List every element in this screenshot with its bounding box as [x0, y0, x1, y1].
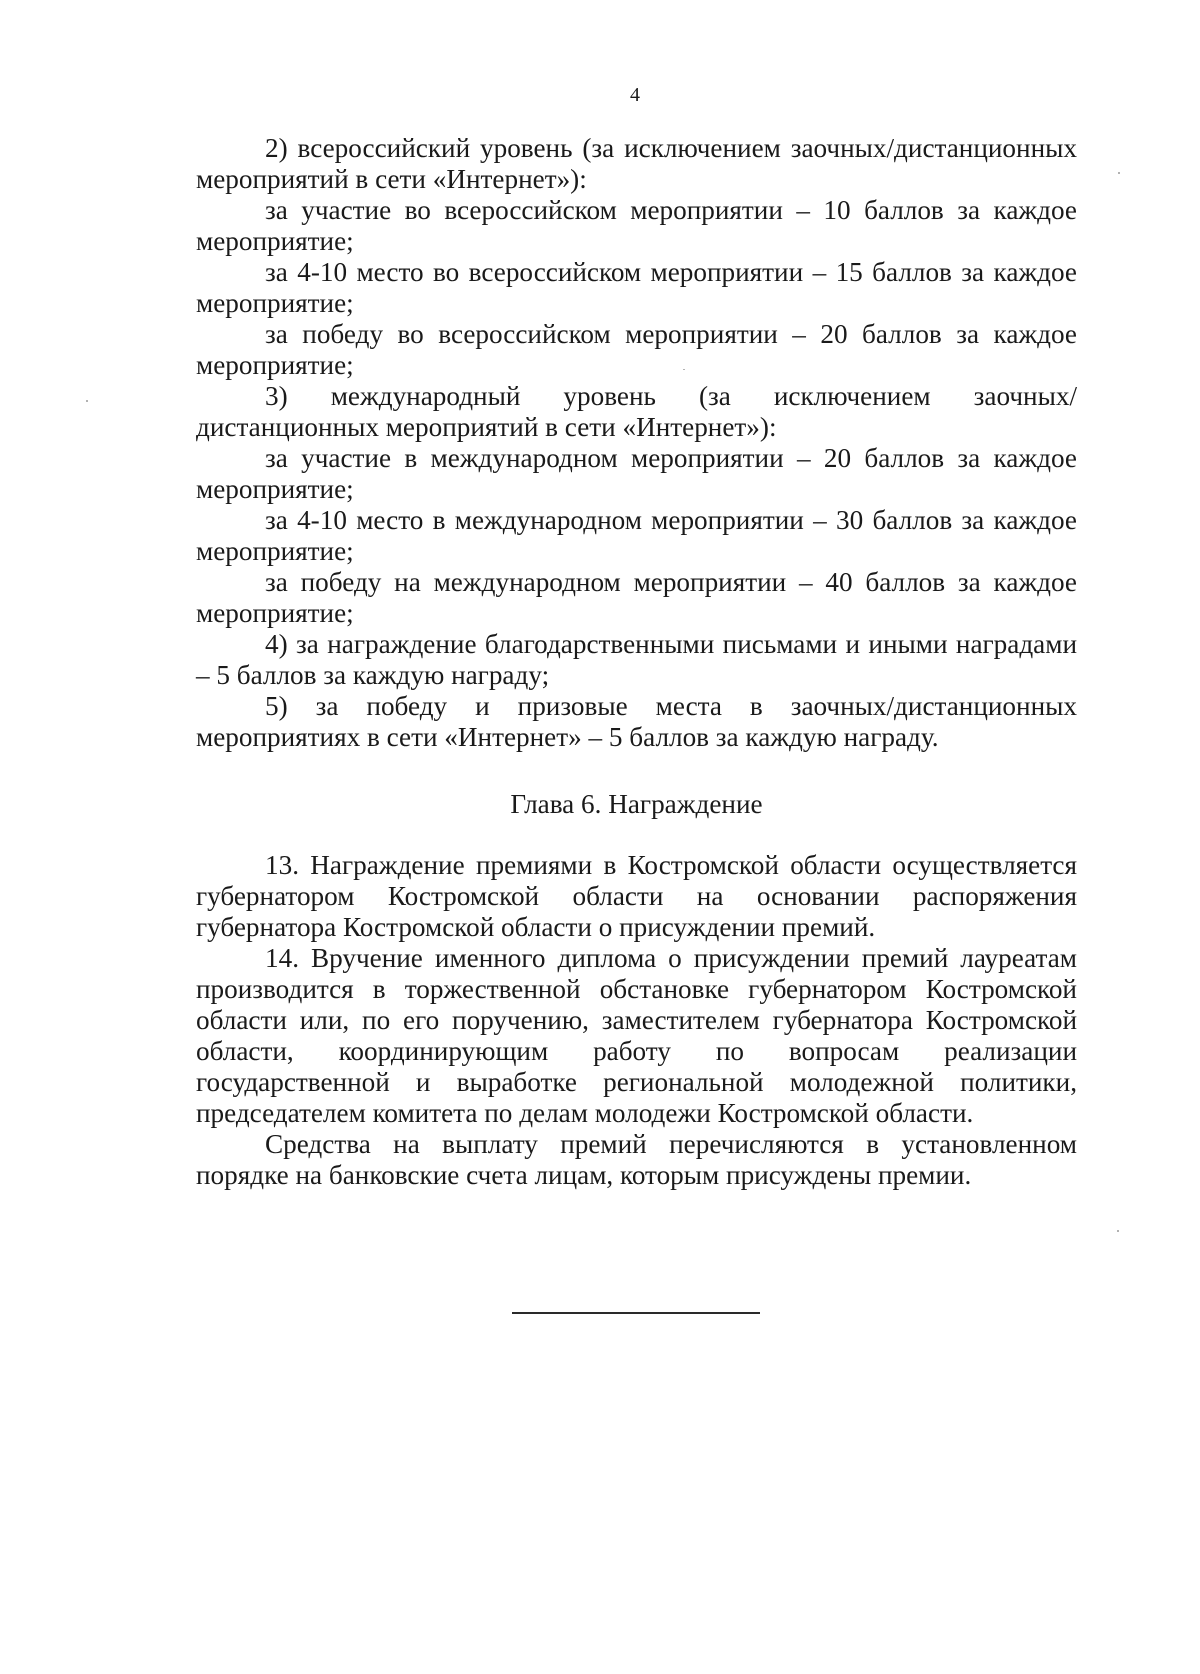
paragraph-all-russian-participation: за участие во всероссийском мероприятии – 10 баллов за каждое мероприятие;: [196, 195, 1077, 256]
paragraph-international-4-10-place: за 4-10 место в международном мероприятии – 30 баллов за каждое мероприятие;: [196, 505, 1077, 566]
paragraph-13: 13. Награждение премиями в Костромской области осуществляется губернатором Костромской области на основании распоряжения губернатора Костромской области о присуждении премий.: [196, 850, 1077, 942]
scan-speck: [1117, 1230, 1119, 1232]
paragraph-international-victory: за победу на международном мероприятии – 40 баллов за каждое мероприятие;: [196, 567, 1077, 628]
paragraph-item-5: 5) за победу и призовые места в заочных/дистанционных мероприятиях в сети «Интернет» – 5 баллов за каждую награду.: [196, 691, 1077, 752]
criteria-list: [196, 133, 1077, 753]
scan-speck: [1118, 172, 1120, 174]
paragraph-all-russian-4-10-place: за 4-10 место во всероссийском мероприятии – 15 баллов за каждое мероприятие;: [196, 257, 1077, 318]
end-separator-line: [512, 1312, 760, 1314]
scan-speck: [86, 400, 88, 402]
paragraph-all-russian-victory: за победу во всероссийском мероприятии – 20 баллов за каждое мероприятие;: [196, 319, 1077, 380]
paragraph-payment: Средства на выплату премий перечисляются в установленном порядке на банковские счета лицам, которым присуждены премии.: [196, 1129, 1077, 1190]
paragraph-item-4: 4) за награждение благодарственными письмами и иными наградами – 5 баллов за каждую награду;: [196, 629, 1077, 690]
chapter-body: [196, 850, 1077, 1191]
paragraph-level-3: 3) международный уровень (за исключением заочных/дистанционных мероприятий в сети «Интернет»):: [196, 381, 1077, 442]
page-number: 4: [630, 84, 640, 106]
scan-speck: [683, 369, 685, 370]
chapter-title: Глава 6. Награждение: [510, 789, 763, 819]
paragraph-14: 14. Вручение именного диплома о присуждении премий лауреатам производится в торжественной обстановке губернатором Костромской области или, по его поручению, заместителем губернатора Костромской области, координирующим работу по вопросам реализации государственной и выработке региональной молодежной политики, председателем комитета по делам молодежи Костромской области.: [196, 943, 1077, 1128]
paragraph-level-2: 2) всероссийский уровень (за исключением заочных/дистанционных мероприятий в сети «Интернет»):: [196, 133, 1077, 194]
paragraph-international-participation: за участие в международном мероприятии – 20 баллов за каждое мероприятие;: [196, 443, 1077, 504]
